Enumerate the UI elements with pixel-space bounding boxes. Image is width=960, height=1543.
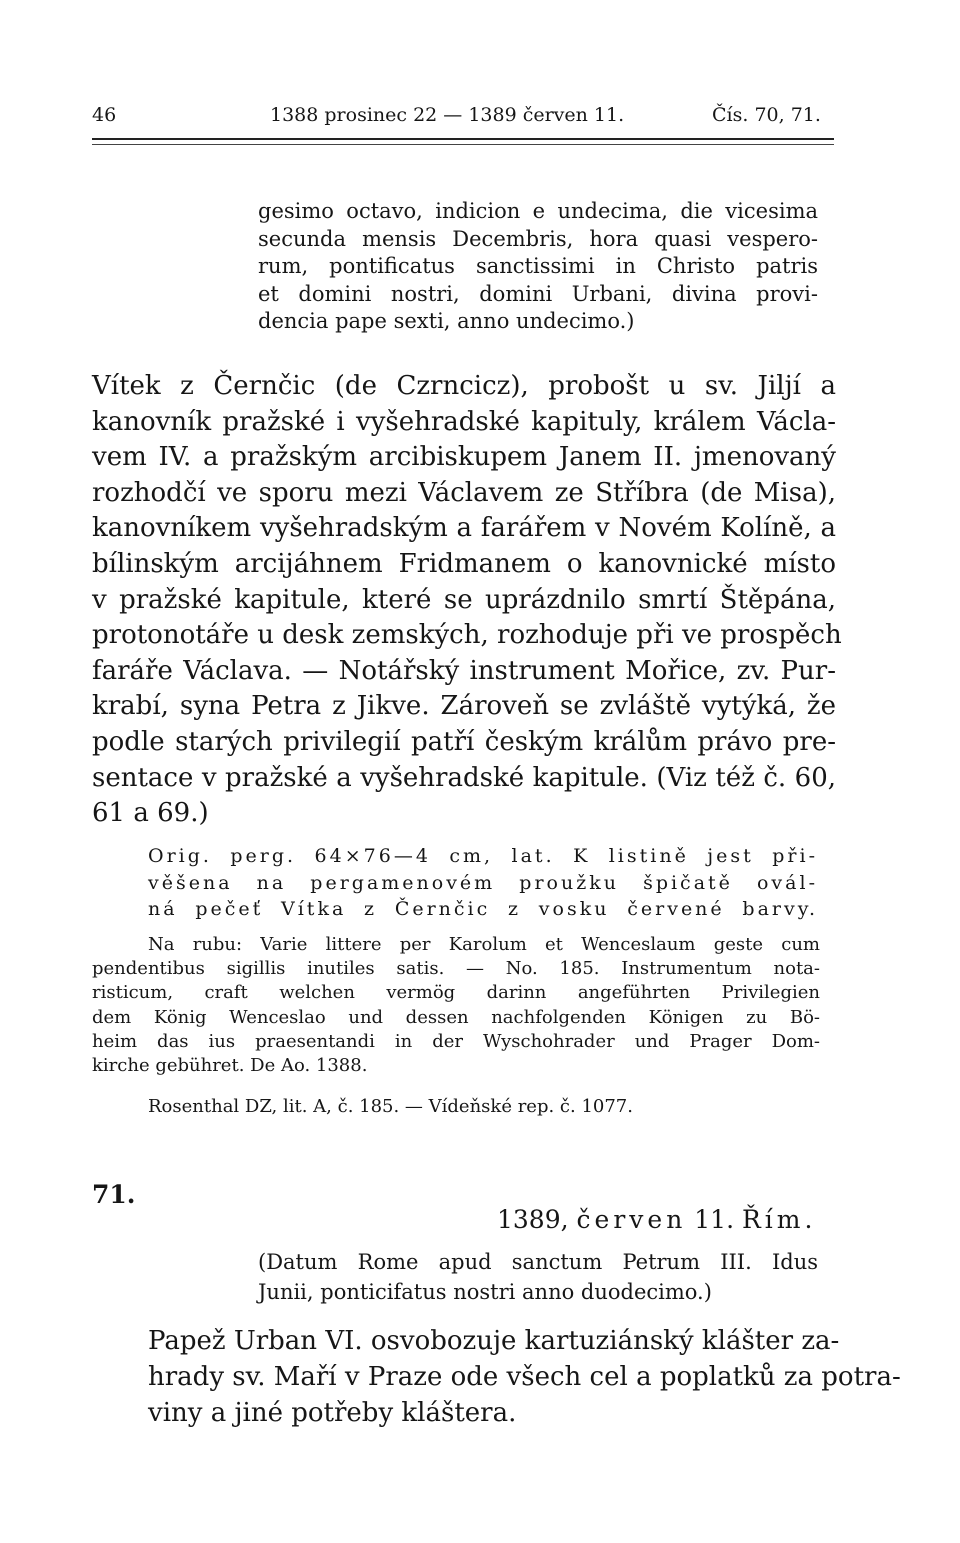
text-line: et domini nostri, domini Urbani, divina provi- bbox=[258, 281, 818, 306]
text-line: v pražské kapitule, které se uprázdnilo smrtí Štěpána, bbox=[92, 584, 836, 615]
text-line: Junii, ponticifatus nostri anno duodecimo.) bbox=[258, 1279, 712, 1304]
text-line: pendentibus sigillis inutiles satis. — No. 185. Instrumentum nota- bbox=[92, 958, 820, 980]
doc71-regest bbox=[148, 1323, 901, 1431]
text-line: dem König Wenceslao und dessen nachfolgenden Königen zu Bö- bbox=[92, 1006, 820, 1028]
text-line: hrady sv. Maří v Praze ode všech cel a poplatků za potra- bbox=[148, 1362, 901, 1392]
doc71-datum bbox=[258, 1248, 818, 1307]
text-line: Papež Urban VI. osvobozuje kartuziánský klášter za- bbox=[148, 1326, 840, 1356]
doc70-original-description bbox=[148, 843, 818, 923]
running-header bbox=[92, 104, 832, 132]
text-line: Orig. perg. 64×76—4 cm, lat. K listině jest při- bbox=[148, 845, 818, 867]
page-number: 46 bbox=[92, 104, 117, 126]
text-line: protonotáře u desk zemských, rozhoduje při ve prospěch bbox=[92, 620, 842, 651]
doc71-date-year: 1389, bbox=[497, 1205, 569, 1234]
text-line: 61 a 69.) bbox=[92, 798, 209, 829]
text-line: dencia pape sexti, anno undecimo.) bbox=[258, 309, 635, 333]
text-line: faráře Václava. — Notářský instrument Mořice, zv. Pur- bbox=[92, 655, 836, 686]
doc71-date-month: červen bbox=[576, 1205, 687, 1234]
text-line: bílinským arcijáhnem Fridmanem o kanovnické místo bbox=[92, 548, 836, 579]
text-line: secunda mensis Decembris, hora quasi vespero- bbox=[258, 226, 818, 251]
doc70-regest bbox=[92, 369, 842, 832]
text-line: risticum, craft welchen vermög darinn angeführten Privilegien bbox=[92, 982, 820, 1004]
text-line: ná pečeť Vítka z Černčic z vosku červené barvy. bbox=[148, 898, 818, 920]
doc71-date-line bbox=[497, 1205, 816, 1234]
text-line: krabí, syna Petra z Jikve. Zároveň se zvláště vytýká, že bbox=[92, 691, 836, 722]
text-line: kanovník pražské i vyšehradské kapituly, králem Václa- bbox=[92, 406, 836, 437]
text-line: gesimo octavo, indicion e undecima, die vicesima bbox=[258, 199, 818, 223]
header-doc-numbers: Čís. 70, 71. bbox=[712, 104, 821, 126]
text-line: viny a jiné potřeby kláštera. bbox=[148, 1398, 517, 1428]
doc70-literature: Rosenthal DZ, lit. A, č. 185. — Vídeňské rep. č. 1077. bbox=[148, 1096, 633, 1117]
text-line: rozhodčí ve sporu mezi Václavem ze Stříbra (de Misa), bbox=[92, 477, 836, 508]
text-line: kirche gebühret. De Ao. 1388. bbox=[92, 1055, 368, 1077]
doc71-number: 71. bbox=[92, 1180, 136, 1209]
header-rule bbox=[92, 138, 834, 140]
text-line: heim das ius praesentandi in der Wyschohrader und Prager Dom- bbox=[92, 1030, 820, 1052]
doc71-date-day: 11. bbox=[694, 1205, 735, 1234]
text-line: vem IV. a pražským arcibiskupem Janem II. jmenovaný bbox=[92, 442, 836, 473]
doc70-dorsal-note bbox=[92, 933, 820, 1078]
text-line: (Datum Rome apud sanctum Petrum III. Idus bbox=[258, 1250, 818, 1274]
doc70-date-continuation bbox=[258, 198, 818, 336]
header-rule-thin bbox=[92, 144, 834, 145]
text-line: sentace v pražské a vyšehradské kapitule. (Viz též č. 60, bbox=[92, 762, 836, 793]
text-line: kanovníkem vyšehradským a farářem v Novém Kolíně, a bbox=[92, 513, 836, 544]
text-line: Na rubu: Varie littere per Karolum et Wenceslaum geste cum bbox=[148, 934, 820, 955]
text-line: Vítek z Černčic (de Czrncicz), probošt u sv. Jiljí a bbox=[92, 371, 836, 401]
text-line: podle starých privilegií patří českým králům právo pre- bbox=[92, 726, 836, 757]
header-date-range: 1388 prosinec 22 — 1389 červen 11. bbox=[270, 104, 625, 126]
text-line: rum, pontificatus sanctissimi in Christo patris bbox=[258, 254, 818, 278]
doc71-date-place: Řím. bbox=[741, 1205, 817, 1234]
text-line: věšena na pergamenovém proužku špičatě ovál- bbox=[148, 871, 818, 894]
